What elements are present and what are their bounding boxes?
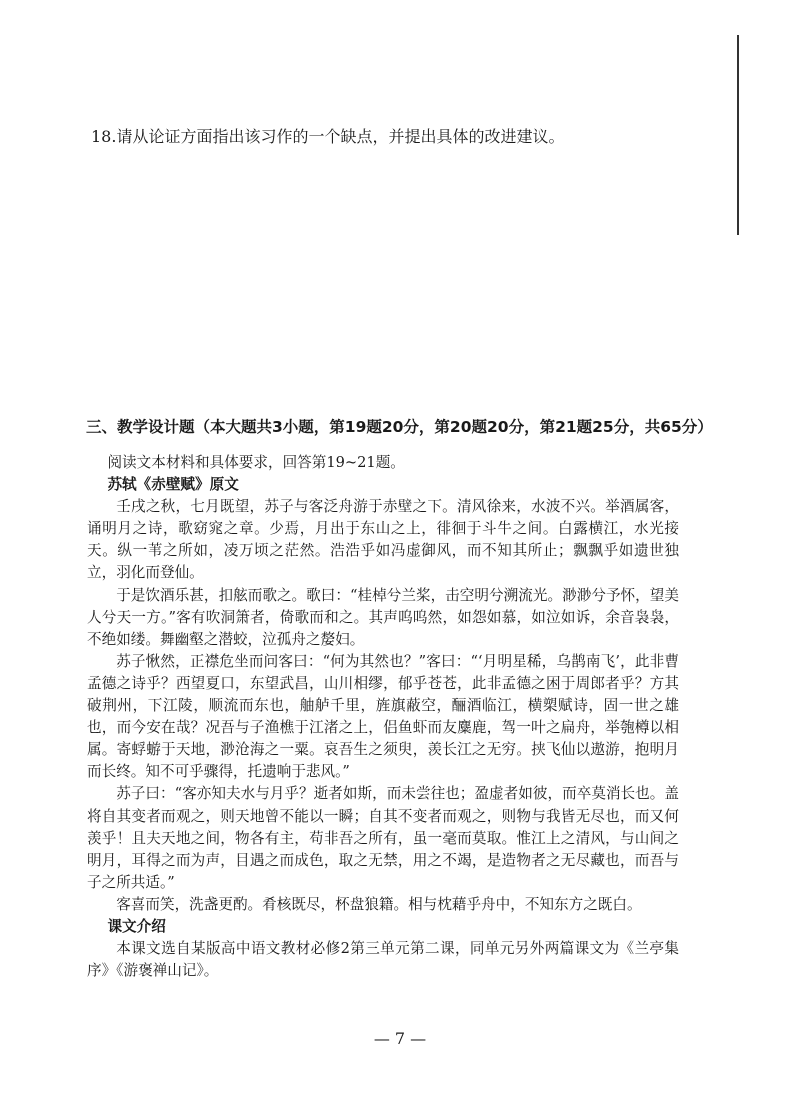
intro-heading: 课文介绍 xyxy=(107,917,166,935)
instruction-text: 阅读文本材料和具体要求，回答第19~21题。 xyxy=(107,454,405,471)
paragraph-1: 壬戌之秋，七月既望，苏子与客泛舟游于赤壁之下。清风徐来，水波不兴。举酒属客，诵明月之诗，歌窈窕之章。少焉，月出于东山之上，徘徊于斗牛之间。白露横江，水光接天。纵一苇之所如，凌万顷之茫然。浩浩乎如冯虚御风，而不知其所止；飘飘乎如遗世独立，羽化而登仙。 xyxy=(87,498,679,582)
paragraph-5: 客喜而笑，洗盏更酌。肴核既尽，杯盘狼籍。相与枕藉乎舟中，不知东方之既白。 xyxy=(116,895,642,913)
margin-rule xyxy=(737,35,739,235)
page-number: — 7 — xyxy=(373,1029,427,1048)
intro-text: 本课文选自某版高中语文教材必修2第三单元第二课，同单元另外两篇课文为《兰亭集序》《游褒禅山记》。 xyxy=(87,940,679,980)
paragraph-2: 于是饮酒乐甚，扣舷而歌之。歌曰：“桂棹兮兰桨，击空明兮溯流光。渺渺兮予怀，望美人兮天一方。”客有吹洞箫者，倚歌而和之。其声呜呜然，如怨如慕，如泣如诉，余音袅袅，不绝如缕。舞幽壑之潜蛟，泣孤舟之嫠妇。 xyxy=(87,586,679,648)
paragraph-4: 苏子曰：“客亦知夫水与月乎？逝者如斯，而未尝往也；盈虚者如彼，而卒莫消长也。盖将自其变者而观之，则天地曾不能以一瞬；自其不变者而观之，则物与我皆无尽也，而又何羡乎！且夫天地之间，物各有主，苟非吾之所有，虽一毫而莫取。惟江上之清风，与山间之明月，耳得之而为声，目遇之而成色，取之无禁，用之不竭，是造物者之无尽藏也，而吾与子之所共适。” xyxy=(87,785,679,891)
text-heading: 苏轼《赤壁赋》原文 xyxy=(107,476,239,494)
question-18: 18.请从论证方面指出该习作的一个缺点，并提出具体的改进建议。 xyxy=(91,127,565,146)
section-3-title: 三、教学设计题（本大题共3小题，第19题20分，第20题20分，第21题25分，共65分） xyxy=(86,418,713,436)
reading-material xyxy=(87,452,679,982)
paragraph-3: 苏子愀然，正襟危坐而问客曰：“何为其然也？”客曰：“‘月明星稀，乌鹊南飞’，此非曹孟德之诗乎？西望夏口，东望武昌，山川相缪，郁乎苍苍，此非孟德之困于周郎者乎？方其破荆州，下江陵，顺流而东也，舳舻千里，旌旗蔽空，酾酒临江，横槊赋诗，固一世之雄也，而今安在哉？况吾与子渔樵于江渚之上，侣鱼虾而友麋鹿，驾一叶之扁舟，举匏樽以相属。寄蜉蝣于天地，渺沧海之一粟。哀吾生之须臾，羡长江之无穷。挟飞仙以遨游，抱明月而长终。知不可乎骤得，托遗响于悲风。” xyxy=(87,652,679,781)
